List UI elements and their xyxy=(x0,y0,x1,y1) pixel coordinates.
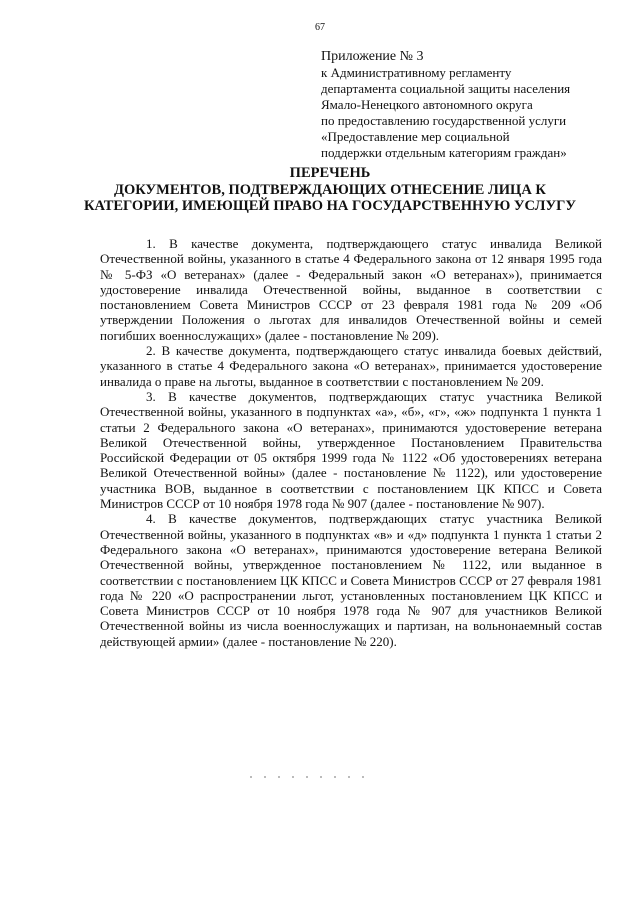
paragraph-2: 2. В качестве документа, подтверждающего статус инвалида боевых действий, указанного в статье 4 Федерального закона «О ветеранах», принимается удостоверение инвалида о праве на льготы, выданное в соответствии с постановлением № 209. xyxy=(100,343,602,389)
paragraph-4: 4. В качестве документов, подтверждающих статус участника Великой Отечественной войны, указанного в подпунктах «в» и «д» подпункта 1 пункта 1 статьи 2 Федерального закона «О ветеранах», принимаются удостоверение ветерана Великой Отечественной войны, утвержденное постановлением № 1122, или выданное в соответствии с постановлением ЦК КПСС и Совета Министров СССР от 27 февраля 1981 года № 220 «О распространении льгот, установленных постановлением ЦК КПСС и Совета Министров СССР от 10 ноября 1978 года № 907 для участников Великой Отечественной войны из числа военнослужащих и партизан, на вольнонаемный состав действующей армии» (далее - постановление № 220). xyxy=(100,511,602,649)
heading-line-3: КАТЕГОРИИ, ИМЕЮЩЕЙ ПРАВО НА ГОСУДАРСТВЕННУЮ УСЛУГУ xyxy=(84,198,576,214)
annex-line: поддержки отдельным категориям граждан» xyxy=(321,145,567,160)
heading-line-1: ПЕРЕЧЕНЬ xyxy=(289,165,371,181)
heading-line-2: ДОКУМЕНТОВ, ПОДТВЕРЖДАЮЩИХ ОТНЕСЕНИЕ ЛИЦА К xyxy=(114,181,546,198)
document-body xyxy=(100,236,602,649)
page-number: 67 xyxy=(315,22,325,33)
annex-line: департамента социальной защиты населения xyxy=(321,81,571,96)
annex-line: Ямало-Ненецкого автономного округа xyxy=(321,97,533,112)
paragraph-1: 1. В качестве документа, подтверждающего статус инвалида Великой Отечественной войны, указанного в статье 4 Федерального закона от 12 января 1995 года № 5-ФЗ «О ветеранах» (далее - Федеральный закон «О ветеранах»), принимается удостоверение инвалида Отечественной войны, выданное в соответствии с постановлением Совета Министров СССР от 23 февраля 1981 года № 209 «Об утверждении Положения о льготах для инвалидов Отечественной войны и семей погибших военнослужащих» (далее - постановление № 209). xyxy=(100,236,602,343)
annex-title: Приложение № 3 xyxy=(321,49,424,64)
annex-block xyxy=(321,49,621,161)
annex-line: «Предоставление мер социальной xyxy=(321,129,510,144)
annex-line: к Административному регламенту xyxy=(321,65,512,80)
annex-line: по предоставлению государственной услуги xyxy=(321,113,567,128)
document-heading xyxy=(40,165,620,215)
paragraph-3: 3. В качестве документов, подтверждающих статус участника Великой Отечественной войны, указанного в подпунктах «а», «б», «г», «ж» подпункта 1 пункта 1 статьи 2 Федерального закона «О ветеранах», принимаются удостоверение ветерана Великой Отечественной войны, утвержденное Постановлением Правительства Российской Федерации от 05 октября 1999 года № 1122 «Об удостоверениях ветерана Великой Отечественной войны» (далее - постановление № 1122), или удостоверение участника ВОВ, выданное в соответствии с постановлением ЦК КПСС и Совета Министров СССР от 10 ноября 1978 года № 907 (далее - постановление № 907). xyxy=(100,388,602,512)
scan-artifact-divider xyxy=(250,776,370,778)
